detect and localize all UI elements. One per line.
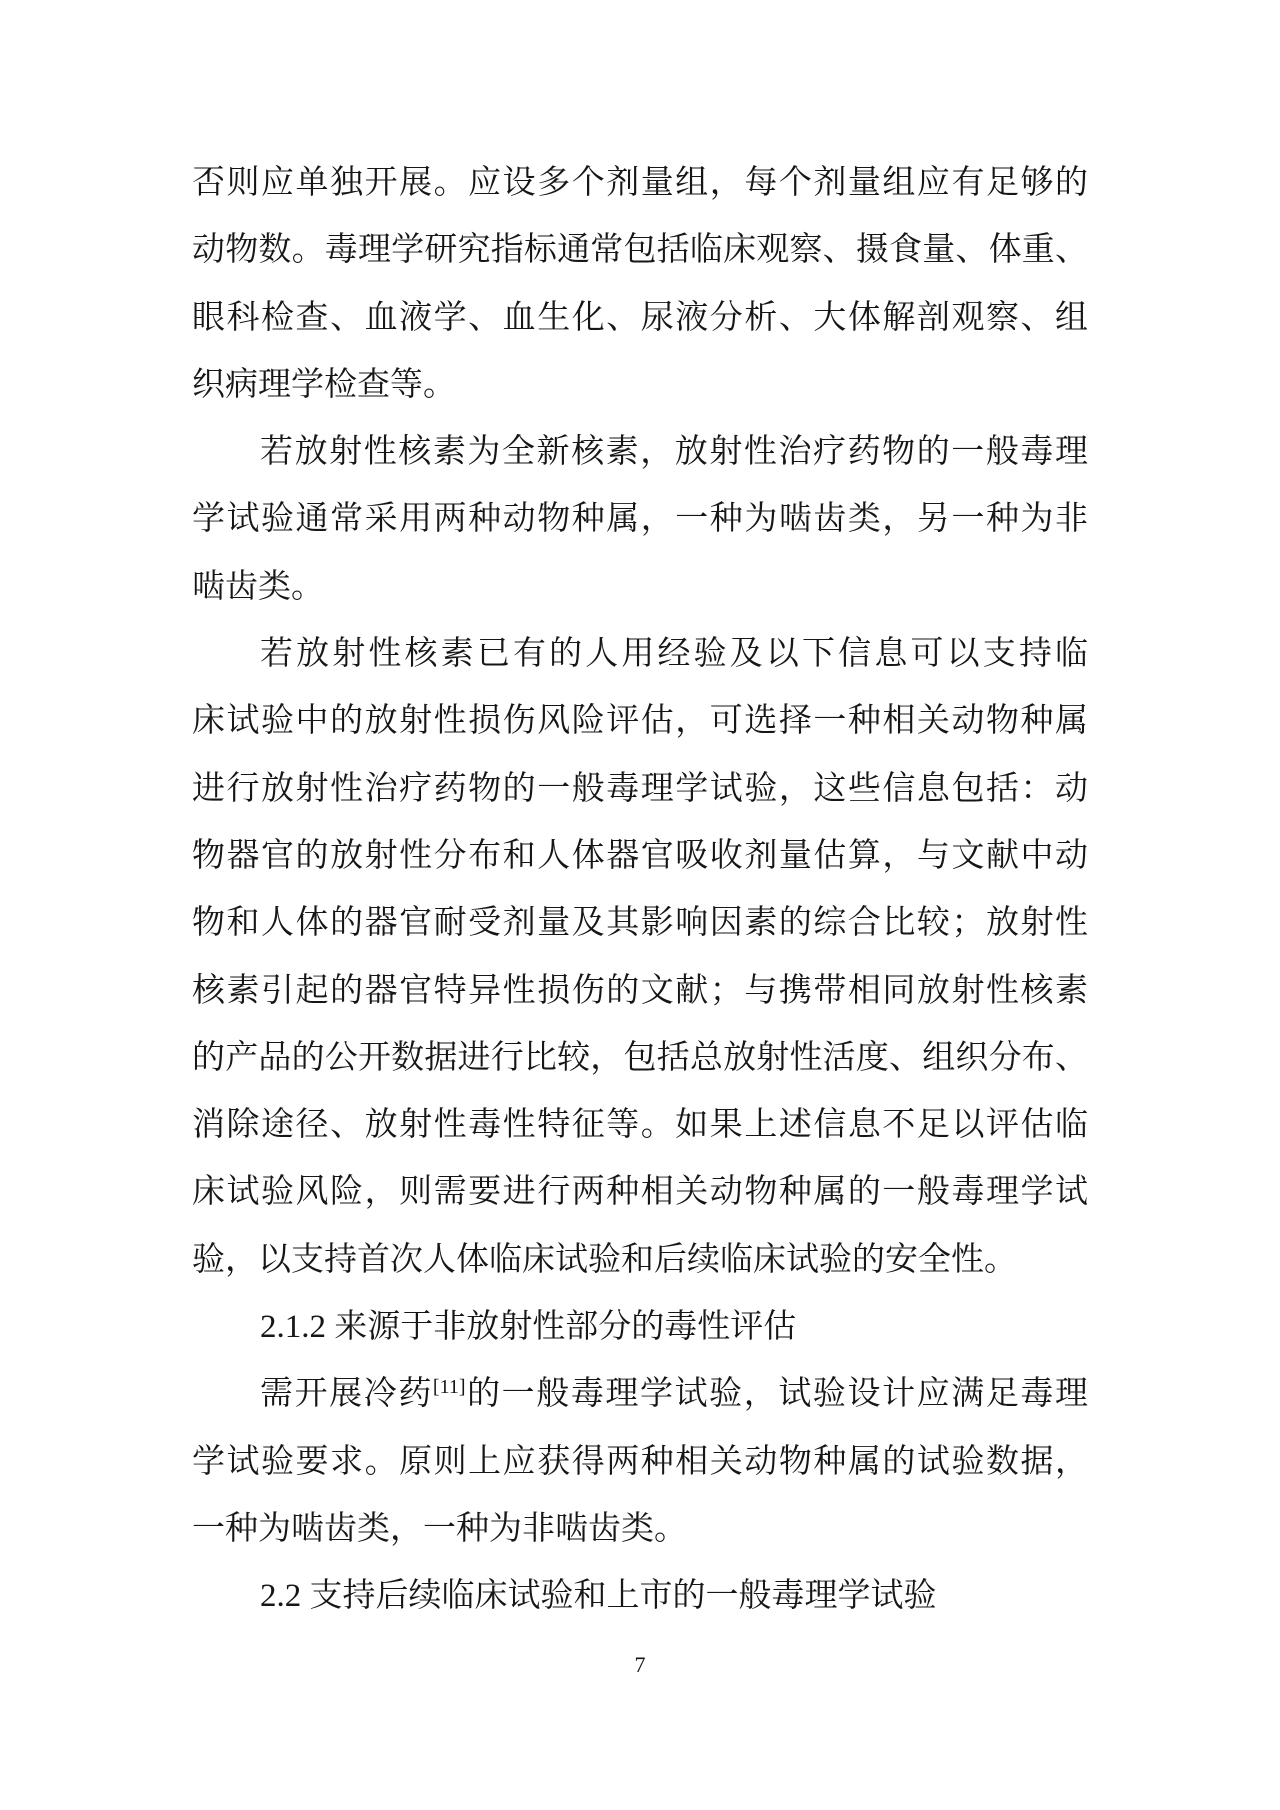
body-text-line: 的产品的公开数据进行比较，包括总放射性活度、组织分布、 [192, 1039, 1088, 1076]
body-text-line: 否则应单独开展。应设多个剂量组，每个剂量组应有足够的 [192, 165, 1088, 201]
body-text: 需开展冷药 [260, 1376, 433, 1413]
body-text-line: 进行放射性治疗药物的一般毒理学试验，这些信息包括：动 [192, 770, 1088, 807]
body-text-line: 若放射性核素为全新核素，放射性治疗药物的一般毒理 [260, 434, 1088, 471]
body-text-line: 动物数。毒理学研究指标通常包括临床观察、摄食量、体重、 [192, 232, 1088, 269]
body-text-line: 若放射性核素已有的人用经验及以下信息可以支持临 [260, 636, 1088, 673]
body-text-line: 床试验风险，则需要进行两种相关动物种属的一般毒理学试 [192, 1174, 1088, 1211]
body-text-line: 物器官的放射性分布和人体器官吸收剂量估算，与文献中动 [192, 837, 1088, 874]
body-text-line: 织病理学检查等。 [192, 366, 456, 403]
body-text-line: 验，以支持首次人体临床试验和后续临床试验的安全性。 [192, 1241, 1017, 1278]
body-text-line: 消除途径、放射性毒性特征等。如果上述信息不足以评估临 [192, 1107, 1088, 1144]
body-text-line: 物和人体的器官耐受剂量及其影响因素的综合比较；放射性 [192, 905, 1088, 942]
page-number: 7 [634, 1652, 646, 1677]
document-body [192, 150, 1088, 1631]
footnote-reference: [11] [432, 1376, 466, 1399]
body-text: 的一般毒理学试验，试验设计应满足毒理 [465, 1376, 1089, 1413]
section-heading-2-2: 2.2 支持后续临床试验和上市的一般毒理学试验 [260, 1578, 937, 1615]
body-text-line: 学试验要求。原则上应获得两种相关动物种属的试验数据， [192, 1443, 1088, 1480]
body-text-line: 核素引起的器官特异性损伤的文献；与携带相同放射性核素 [192, 972, 1088, 1009]
body-text-line: 一种为啮齿类，一种为非啮齿类。 [192, 1510, 687, 1547]
body-text-line: 学试验通常采用两种动物种属，一种为啮齿类，另一种为非 [192, 501, 1088, 538]
body-text-line: 床试验中的放射性损伤风险评估，可选择一种相关动物种属 [192, 703, 1088, 740]
section-heading-2-1-2: 2.1.2 来源于非放射性部分的毒性评估 [260, 1309, 797, 1346]
body-text-line: 眼科检查、血液学、血生化、尿液分析、大体解剖观察、组 [192, 299, 1088, 336]
body-text-line [192, 1361, 1088, 1428]
body-text-line: 啮齿类。 [192, 568, 324, 605]
